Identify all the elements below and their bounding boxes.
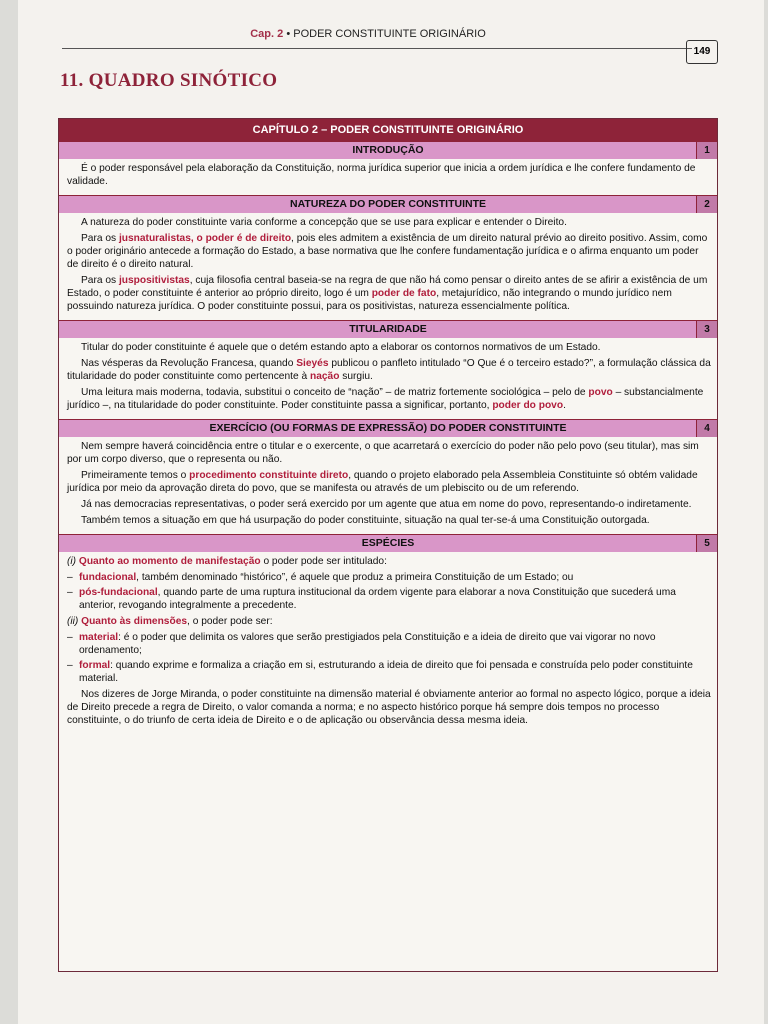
paragraph: [67, 357, 711, 383]
section-number: 1: [696, 142, 717, 159]
paragraph: Também temos a situação em que há usurpação do poder constituinte, situação na qual ter-se-á uma Constituição outorgada.: [81, 515, 650, 526]
section-header-label: NATUREZA DO PODER CONSTITUINTE: [290, 198, 486, 210]
paragraph: [67, 386, 711, 412]
text: Nas vésperas da Revolução Francesa, quando: [81, 358, 297, 369]
text: Para os: [81, 275, 119, 286]
paragraph: Nem sempre haverá coincidência entre o titular e o exercente, o que acarretará o exercício do poder não pelo povo (seu titular), mas sim por um corpo diverso, que o representa ou não.: [67, 441, 699, 465]
text: , quando o projeto elaborado pela Assembleia Constituinte só obtém validade jurídica por meio da aprovação direta do povo, que se manifesta ou através de um plebiscito ou de um referendo.: [67, 470, 698, 494]
section-header-label: TITULARIDADE: [349, 323, 427, 335]
species-list-moment: [67, 571, 711, 612]
term: formal: [79, 660, 111, 671]
header-separator: •: [286, 28, 291, 40]
book-page: [18, 0, 764, 1024]
running-header: [18, 28, 718, 40]
roman-numeral: (ii): [67, 616, 82, 627]
chapter-label: Cap. 2: [250, 28, 284, 40]
section-body-especies: [59, 552, 717, 734]
text: , também denominado “histórico”, é aquele que produz a primeira Constituição de um Estado; ou: [136, 572, 574, 583]
highlight: juspositivistas: [118, 275, 190, 286]
text: , quando parte de uma ruptura institucional da ordem vigente para elaborar a nova Constituição que sucederá uma anterior, revogando integralmente a precedente.: [79, 587, 676, 611]
highlight: Quanto às dimensões: [81, 616, 188, 627]
section-body-titularidade: [59, 338, 717, 419]
highlight: jusnaturalistas, o poder é de direito: [118, 233, 292, 244]
paragraph: Já nas democracias representativas, o poder será exercido por um agente que atua em nome do povo, representando-o indiretamente.: [81, 499, 692, 510]
species-list-dimension: [67, 631, 711, 685]
paragraph: A natureza do poder constituinte varia conforme a concepção que se use para explicar e entender o Direito.: [81, 217, 567, 228]
text: , pois eles admitem a existência de um direito natural prévio ao direito positivo. Assim, como o poder originário antecede a formação do Estado, a base normativa que lhe confere fundamentação jurídica e o afirma enquanto um poder de direito é o direito natural.: [67, 233, 708, 270]
section-body-introducao: [59, 159, 717, 195]
section-header-exercicio: [59, 419, 717, 437]
section-header-introducao: [59, 141, 717, 159]
highlight: povo: [588, 387, 613, 398]
highlight: Sieyés: [296, 358, 329, 369]
section-number: 3: [696, 321, 717, 338]
term: fundacional: [79, 572, 137, 583]
section-header-label: INTRODUÇÃO: [352, 144, 424, 156]
text: publicou o panfleto intitulado “O Que é o terceiro estado?”, a formulação clássica da titularidade do poder constituinte como pertencente à: [67, 358, 711, 382]
synoptic-table: [58, 118, 718, 972]
section-title: 11. QUADRO SINÓTICO: [60, 70, 278, 91]
paragraph: É o poder responsável pela elaboração da Constituição, norma jurídica superior que inicia a ordem jurídica e lhe confere fundamento de validade.: [67, 163, 696, 187]
list-item: [67, 631, 711, 657]
text: – substancialmente jurídico –, na titularidade do poder constituinte. Poder constituinte passa a significar, portanto,: [67, 387, 704, 411]
text: Primeiramente temos o: [81, 470, 190, 481]
section-number: 4: [696, 420, 717, 437]
text: Uma leitura mais moderna, todavia, substitui o conceito de “nação” – de matriz fortemente sociológica – pelo de: [81, 387, 589, 398]
paragraph: [67, 615, 711, 628]
roman-numeral: (i): [67, 556, 79, 567]
text: , o poder pode ser:: [187, 616, 273, 627]
section-header-especies: [59, 534, 717, 552]
paragraph: [67, 555, 711, 568]
header-rule: [62, 48, 692, 49]
text: : quando exprime e formaliza a criação em si, estruturando a ideia de direito que foi pensada e construída pelo poder constituinte material.: [79, 660, 693, 684]
term: pós-fundacional: [79, 587, 158, 598]
page-number: 149: [686, 40, 718, 64]
chapter-title: PODER CONSTITUINTE ORIGINÁRIO: [293, 28, 486, 40]
paragraph: [67, 469, 711, 495]
section-number: 2: [696, 196, 717, 213]
term: material: [79, 632, 119, 643]
paragraph: Titular do poder constituinte é aquele que o detém estando apto a elaborar os contornos normativos de um Estado.: [81, 342, 601, 353]
text: surgiu.: [339, 371, 373, 382]
text: .: [563, 400, 566, 411]
highlight: nação: [309, 371, 340, 382]
list-item: [67, 571, 711, 584]
section-body-natureza: [59, 213, 717, 320]
list-item: [67, 586, 711, 612]
section-header-titularidade: [59, 320, 717, 338]
section-header-label: EXERCÍCIO (OU FORMAS DE EXPRESSÃO) DO PODER CONSTITUINTE: [209, 422, 567, 434]
text: o poder pode ser intitulado:: [260, 556, 387, 567]
section-header-label: ESPÉCIES: [361, 537, 415, 549]
section-header-natureza: [59, 195, 717, 213]
list-item: [67, 659, 711, 685]
text: Para os: [81, 233, 119, 244]
highlight: poder de fato: [371, 288, 437, 299]
paragraph: [67, 232, 711, 271]
section-number: 5: [696, 535, 717, 552]
section-body-exercicio: [59, 437, 717, 534]
table-title: CAPÍTULO 2 – PODER CONSTITUINTE ORIGINÁRIO: [59, 119, 717, 141]
text: : é o poder que delimita os valores que serão prestigiados pela Constituição e a ideia de direito que vai vigorar no novo ordenamento;: [79, 632, 656, 656]
text: , cuja filosofia central baseia-se na regra de que não há como pensar o direito antes de se afirir a existência de um Estado, o poder constituinte é anterior ao próprio direito, logo é um: [67, 275, 708, 299]
highlight: procedimento constituinte direto: [189, 470, 349, 481]
highlight: poder do povo: [492, 400, 564, 411]
paragraph: [67, 274, 711, 313]
paragraph: Nos dizeres de Jorge Miranda, o poder constituinte na dimensão material é obviamente anterior ao formal no aspecto lógico, porque a ideia de Direito precede a regra de Direito, o valor comanda a norma; e no aspecto histórico porque há sempre dois tempos no processo constituinte, o do triunfo de certa ideia de Direito e o de aplicação ou observância dessa mesma ideia.: [67, 689, 711, 726]
text: , metajurídico, não integrando o mundo jurídico nem possuindo natureza jurídica. O poder constituinte possui, para os positivistas, natureza essencialmente política.: [67, 288, 672, 312]
highlight: Quanto ao momento de manifestação: [78, 556, 261, 567]
